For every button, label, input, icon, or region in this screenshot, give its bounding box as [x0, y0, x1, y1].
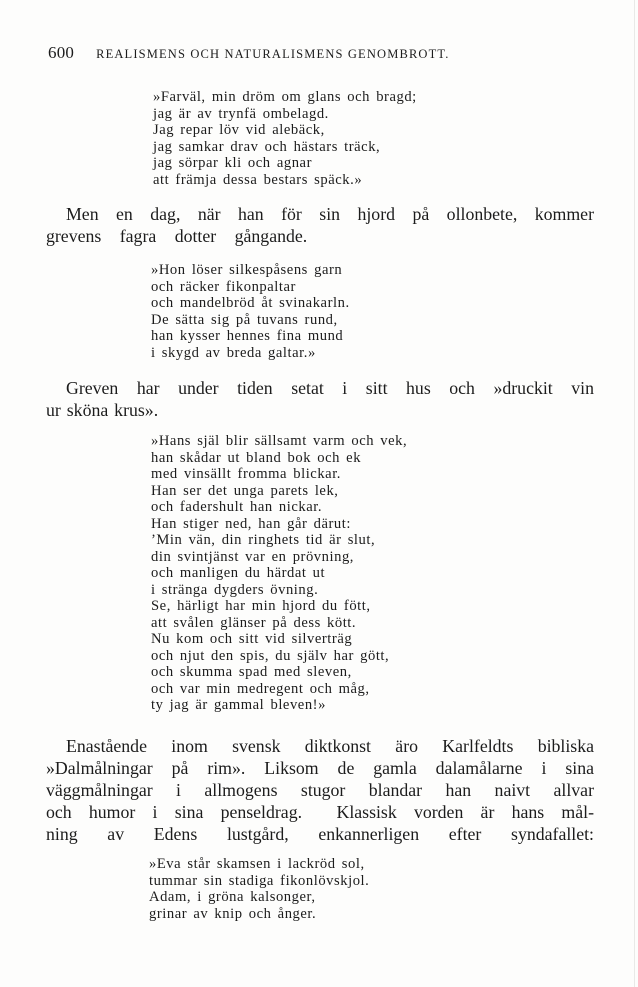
paragraph-3: [46, 735, 594, 845]
verse-line: Nu kom och sitt vid silverträg: [151, 631, 353, 647]
prose-line: väggmålningar i allmogens stugor blandar han naivt allvar: [46, 780, 594, 800]
verse-line: och njut den spis, du själv har gött,: [151, 647, 390, 664]
verse-line: »Eva står skamsen i lackröd sol,: [149, 856, 365, 872]
verse-line: Han ser det unga parets lek,: [151, 482, 339, 499]
verse-line: De sätta sig på tuvans rund,: [151, 311, 338, 328]
verse-line: Adam, i gröna kalsonger,: [149, 889, 316, 905]
verse-line: i stränga dygders övning.: [151, 581, 319, 598]
verse-line: Han stiger ned, han går därut:: [151, 515, 351, 532]
verse-line: »Farväl, min dröm om glans och bragd;: [153, 89, 417, 105]
verse-line: tummar sin stadiga fikonlövskjol.: [149, 872, 370, 889]
verse-line: och fadershult han nickar.: [151, 499, 323, 515]
paragraph-1: [46, 203, 594, 247]
verse-line: din svintjänst var en prövning,: [151, 548, 354, 565]
page-header: [48, 43, 608, 63]
verse-line: och manligen du härdat ut: [151, 565, 326, 581]
prose-line: grevens fagra dotter gångande.: [46, 226, 308, 246]
verse-line: att svålen glänser på dess kött.: [151, 614, 357, 631]
verse-stanza-3: [151, 433, 407, 714]
verse-line: och skumma spad med sleven,: [151, 664, 352, 680]
verse-line: jag samkar drav och hästars träck,: [153, 138, 381, 155]
verse-line: att främja dessa bestars späck.»: [153, 171, 363, 188]
paragraph-2: [46, 377, 594, 421]
page-number: 600: [48, 43, 75, 62]
verse-line: Se, härligt har min hjord du fött,: [151, 598, 371, 614]
verse-line: »Hon löser silkespåsens garn: [151, 262, 343, 278]
verse-stanza-2: [151, 262, 350, 361]
page-edge: [634, 0, 635, 987]
running-title: REALISMENS OCH NATURALISMENS GENOMBROTT.: [96, 47, 450, 61]
prose-line: »Dalmålningar på rim». Liksom de gamla dalamålarne i sina: [46, 758, 594, 778]
prose-line: ning av Edens lustgård, enkannerligen efter syndafallet:: [46, 824, 594, 844]
verse-line: han kysser hennes fina mund: [151, 328, 344, 344]
verse-stanza-4: [149, 856, 369, 922]
verse-line: grinar av knip och ånger.: [149, 905, 317, 922]
prose-line: Enastående inom svensk diktkonst äro Karlfeldts bibliska: [66, 736, 594, 756]
prose-line: Greven har under tiden setat i sitt hus och »druckit vin: [66, 378, 594, 398]
verse-line: »Hans själ blir sällsamt varm och vek,: [151, 433, 408, 449]
verse-line: i skygd av breda galtar.»: [151, 344, 316, 361]
verse-line: Jag repar löv vid alebäck,: [153, 122, 325, 138]
verse-line: jag är av trynfä ombelagd.: [153, 105, 329, 122]
verse-line: jag sörpar kli och agnar: [153, 155, 312, 171]
verse-stanza-1: [153, 89, 417, 188]
verse-line: ’Min vän, din ringhets tid är slut,: [151, 532, 376, 548]
prose-line: och humor i sina penseldrag. Klassisk vorden är hans mål-: [46, 802, 594, 822]
prose-line: ur sköna krus».: [46, 400, 159, 420]
verse-line: ty jag är gammal bleven!»: [151, 697, 326, 713]
verse-line: med vinsällt fromma blickar.: [151, 466, 341, 482]
verse-line: han skådar ut bland bok och ek: [151, 449, 362, 466]
verse-line: och mandelbröd åt svinakarln.: [151, 295, 350, 311]
verse-line: och var min medregent och måg,: [151, 680, 370, 697]
prose-line: Men en dag, när han för sin hjord på ollonbete, kommer: [66, 204, 594, 224]
verse-line: och räcker fikonpaltar: [151, 278, 296, 295]
